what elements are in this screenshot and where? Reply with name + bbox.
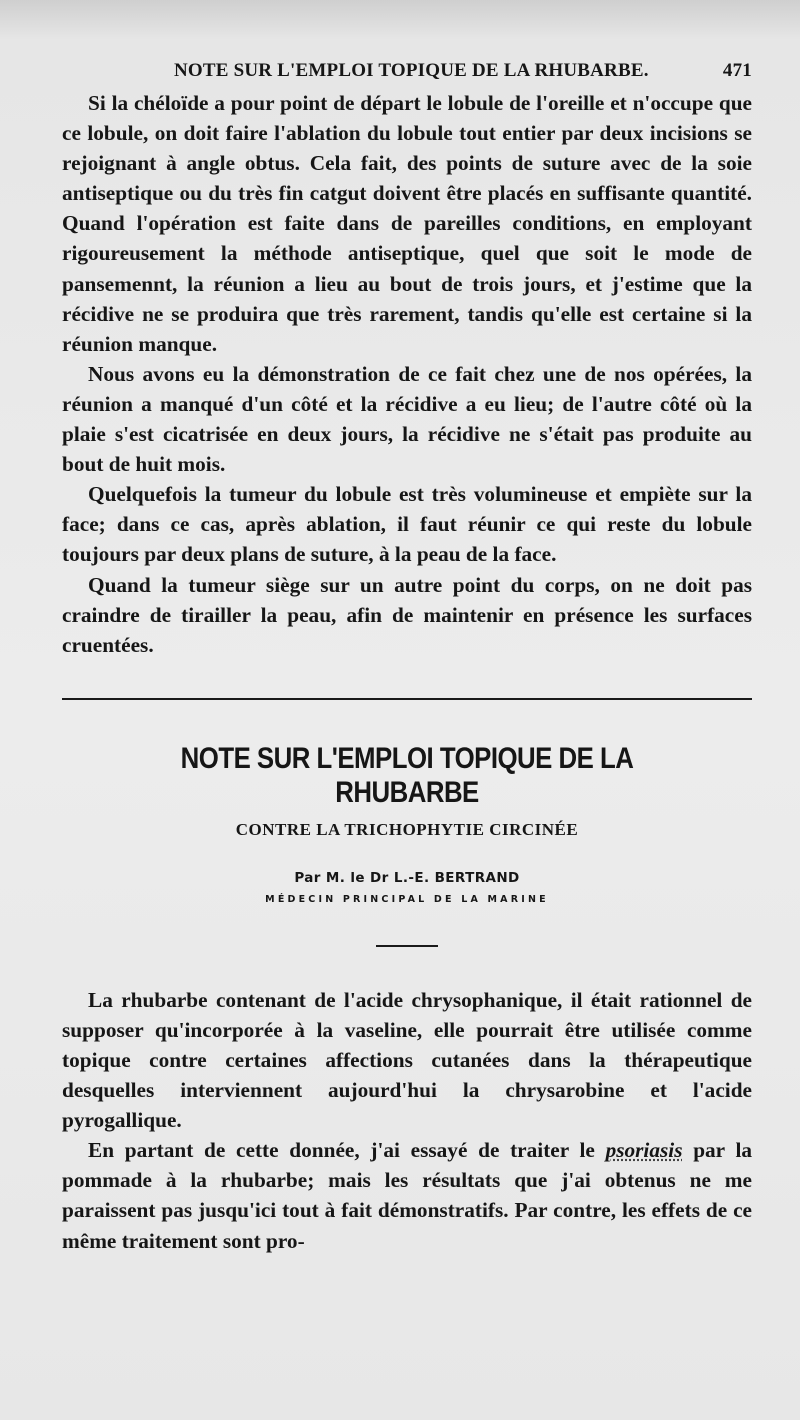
running-head [62, 60, 752, 82]
paragraph-text: En partant de cette donnée, j'ai essayé de traiter le [88, 1138, 606, 1163]
previous-article-text [62, 88, 752, 660]
section-divider [62, 698, 752, 700]
paragraph: Quand la tumeur siège sur un autre point du corps, on ne doit pas craindre de tirailler la peau, afin de maintenir en présence les surfaces cruentées. [62, 572, 752, 657]
emphasized-term: psoriasis [605, 1138, 683, 1163]
paragraph: Nous avons eu la démonstration de ce fait chez une de nos opérées, la réunion a manqué d'un côté et la récidive a eu lieu; de l'autre côté où la plaie s'est cicatrisée en deux jours, la récidive ne s'était pas produite au bout de huit mois. [62, 361, 752, 477]
article-title: NOTE SUR L'EMPLOI TOPIQUE DE LA RHUBARBE [180, 741, 634, 809]
article-text [62, 985, 752, 1256]
paragraph: Si la chéloïde a pour point de départ le lobule de l'oreille et n'occupe que ce lobule, on doit faire l'ablation du lobule tout entier par deux incisions se rejoignant à angle obtus. Cela fait, des points de suture avec de la soie antiseptique ou du très fin catgut doivent être placés en suffisante quantité. Quand l'opération est faite dans de pareilles conditions, en employant rigoureusement la méthode antiseptique, quel que soit le mode de pansemennt, la réunion a lieu au bout de trois jours, et j'estime que la récidive ne se produira que très rarement, tandis qu'elle est certaine si la réunion manque. [62, 91, 752, 356]
running-head-title: NOTE SUR L'EMPLOI TOPIQUE DE LA RHUBARBE. [174, 60, 649, 81]
paragraph: Quelquefois la tumeur du lobule est très volumineuse et empiète sur la face; dans ce cas, après ablation, il faut réunir ce qui reste du lobule toujours par deux plans de suture, à la peau de la face. [62, 482, 752, 567]
paragraph [62, 1135, 752, 1255]
title-rule [376, 945, 438, 947]
page-number: 471 [722, 60, 752, 81]
article-subtitle: CONTRE LA TRICHOPHYTIE CIRCINÉE [235, 819, 579, 839]
author-affiliation: MÉDECIN PRINCIPAL DE LA MARINE [265, 893, 549, 905]
author-byline: Par M. le Dr L.-E. BERTRAND [294, 869, 520, 886]
paragraph: La rhubarbe contenant de l'acide chrysophanique, il était rationnel de supposer qu'incorporée à la vaseline, elle pourrait être utilisée comme topique contre certaines affections cutanées dans la thérapeutique desquelles interviennent aujourd'hui la chrysarobine et l'acide pyrogallique. [62, 987, 752, 1133]
paragraph-text: par la pommade à la rhubarbe; mais les résultats que j'ai obtenus ne me paraissent pas jusqu'ici tout à fait démonstratifs. Par contre, les effets de ce même traitement sont pro- [62, 1138, 753, 1253]
